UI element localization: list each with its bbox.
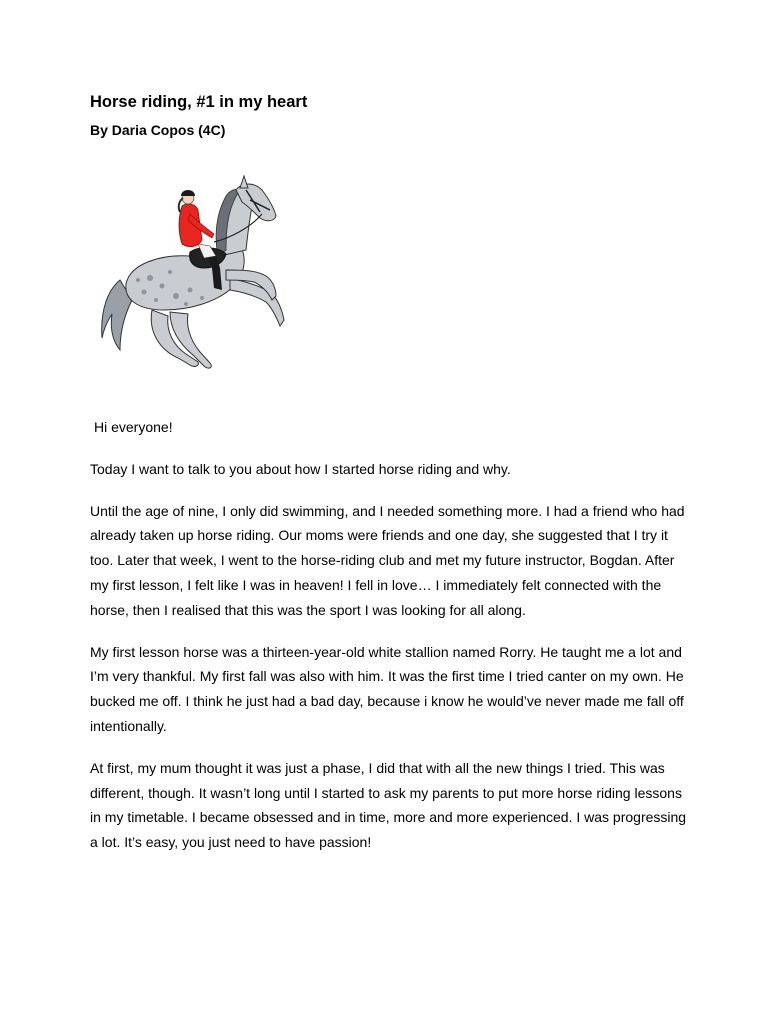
- article-body: [90, 415, 690, 872]
- paragraph-progress: At first, my mum thought it was just a phase, I did that with all the new things I tried. This was different, though. It wasn’t long until I started to ask my parents to put more horse riding lessons in my timetable. I became obsessed and in time, more and more experienced. I was progressing a lot. It’s easy, you just need to have passion!: [90, 759, 687, 851]
- author-byline: By Daria Copos (4C): [90, 122, 226, 138]
- page-title: Horse riding, #1 in my heart: [90, 93, 308, 111]
- paragraph-beginning: Until the age of nine, I only did swimming, and I needed something more. I had a friend who had already taken up horse riding. Our moms were friends and one day, she suggested that I try it too. Later that week, I went to the horse-riding club and met my future instructor, Bogdan. After my first lesson, I felt like I was in heaven! I fell in love… I immediately felt connected with the horse, then I realised that this was the sport I was looking for all along.: [90, 502, 685, 618]
- paragraph-first-horse: My first lesson horse was a thirteen-year-old white stallion named Rorry. He taught me a lot and I’m very thankful. My first fall was also with him. It was the first time I tried canter on my own. He bucked me off. I think he just had a bad day, because i know he would’ve never made me fall off intentionally.: [90, 643, 684, 734]
- horse-and-rider-illustration: [90, 160, 320, 390]
- paragraph-greeting: Hi everyone!: [94, 419, 173, 435]
- paragraph-intro: Today I want to talk to you about how I started horse riding and why.: [90, 460, 511, 477]
